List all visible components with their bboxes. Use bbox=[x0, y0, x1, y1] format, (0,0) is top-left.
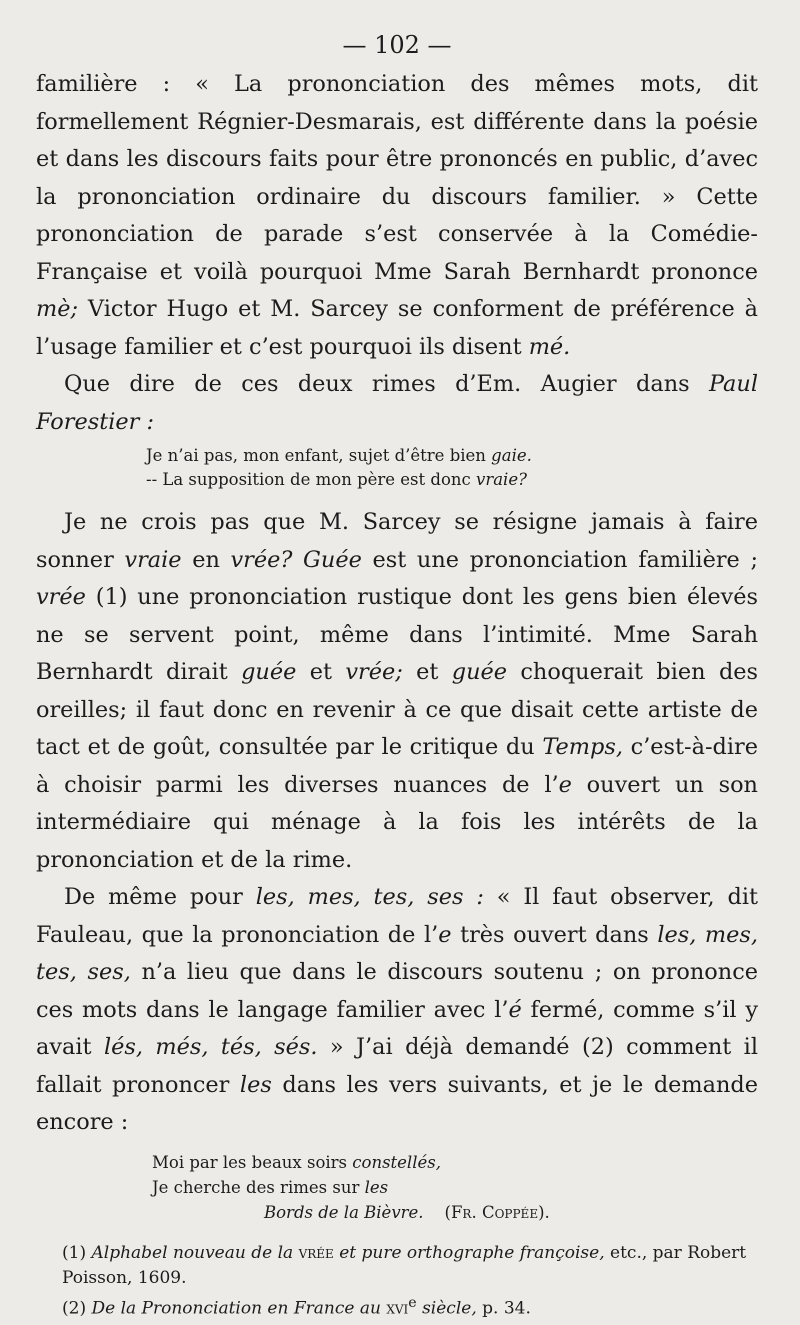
page-number: — 102 — bbox=[342, 31, 452, 59]
italic-run: guée bbox=[451, 659, 508, 685]
text-run: Moi par les beaux soirs bbox=[152, 1152, 353, 1172]
italic-run: e bbox=[438, 921, 452, 948]
italic-run: guée bbox=[241, 659, 297, 685]
italic-run: De la Prononciation en France au bbox=[91, 1298, 387, 1319]
text-run: « Il faut observer, dit Fauleau, que la prononciation de l’ bbox=[36, 884, 758, 948]
italic-run: Temps, bbox=[542, 734, 623, 760]
footnote-2 bbox=[36, 1291, 758, 1322]
verse-line bbox=[152, 1200, 758, 1225]
text-run: familière : « La prononciation des mêmes mots, dit formellement Régnier-Desmarais, est différente dans la poésie et dans les discours faits pour être prononcés en public, d’avec la prononciation ordinaire du discours familier. » Cette prononciation de parade s’est conservée à la Comédie-Française et voilà pourquoi Mme Sarah Bernhardt prononce bbox=[36, 71, 758, 285]
italic-run: mè; bbox=[36, 296, 79, 322]
italic-run: les bbox=[364, 1177, 389, 1197]
small-caps-run: vrée bbox=[298, 1242, 334, 1263]
text-run: Victor Hugo et M. Sarcey se conforment de préférence à l’usage familier et c’est pourquoi ils disent bbox=[36, 296, 758, 360]
paragraph-4 bbox=[36, 879, 758, 1142]
text-run: fermé, comme s’il y avait bbox=[36, 996, 758, 1060]
text-run: et bbox=[296, 659, 346, 685]
verse-quote-augier bbox=[146, 444, 758, 492]
text-run: » J’ai déjà demandé (2) comment il fallait prononcer bbox=[36, 1034, 758, 1098]
text-run: Je ne crois pas que M. Sarcey se résigne jamais à faire sonner bbox=[36, 509, 758, 573]
italic-run: vrée; bbox=[345, 659, 403, 685]
small-caps-run: xvi bbox=[386, 1298, 409, 1319]
verse-line bbox=[146, 468, 758, 492]
italic-run: vrée bbox=[36, 584, 86, 610]
italic-run: vrée? Guée bbox=[230, 546, 362, 573]
text-run: n’a lieu que dans le discours soutenu ; on prononce ces mots dans le langage familier avec l’ bbox=[36, 959, 758, 1023]
italic-run: gaie. bbox=[491, 446, 532, 465]
italic-run: Bords de la Bièvre. bbox=[264, 1202, 424, 1222]
text-run: très ouvert dans bbox=[451, 921, 658, 948]
paragraph-3 bbox=[36, 504, 758, 879]
footnote-number: (1) bbox=[62, 1242, 92, 1263]
italic-run: Alphabel nouveau de la bbox=[91, 1242, 299, 1263]
text-run: c’est-à-dire à choisir parmi les diverses nuances de l’ bbox=[36, 734, 758, 798]
italic-run: vraie bbox=[124, 546, 182, 573]
verse-line bbox=[152, 1150, 758, 1175]
italic-run: mé. bbox=[528, 333, 571, 360]
text-run: p. 34. bbox=[476, 1298, 531, 1319]
italic-run: siècle, bbox=[416, 1298, 477, 1319]
italic-run: lés, més, tés, sés. bbox=[103, 1034, 318, 1060]
text-run: etc., par Robert Poisson, 1609. bbox=[62, 1242, 747, 1288]
attribution: ). bbox=[538, 1202, 550, 1222]
italic-run: les, mes, tes, ses : bbox=[255, 884, 484, 910]
text-run: De même pour bbox=[64, 884, 256, 910]
attribution-author: Fr. Coppée bbox=[450, 1202, 539, 1222]
italic-run: les bbox=[239, 1071, 272, 1098]
footnotes bbox=[36, 1241, 758, 1322]
text-run: Je cherche des rimes sur bbox=[152, 1177, 365, 1197]
italic-run: constellés, bbox=[352, 1152, 441, 1172]
footnote-1 bbox=[36, 1241, 758, 1291]
text-run: ouvert un son intermédiaire qui ménage à la fois les intérêts de la prononciation et de la rime. bbox=[36, 771, 758, 873]
text-run: en bbox=[181, 546, 231, 573]
text-run: Que dire de ces deux rimes d’Em. Augier dans bbox=[64, 371, 709, 397]
italic-run: e bbox=[558, 771, 572, 798]
attribution: ( bbox=[444, 1202, 451, 1222]
text-run: et bbox=[402, 659, 452, 685]
text-run: est une prononciation familière ; bbox=[361, 546, 758, 573]
italic-run: Paul Forestier : bbox=[36, 371, 758, 435]
italic-run: vraie? bbox=[476, 470, 527, 489]
text-run: (1) une prononciation rustique dont les gens bien élevés ne se servent point, même dans l’intimité. Mme Sarah Bernhardt dirait bbox=[36, 584, 758, 685]
italic-run: les, mes, tes, ses, bbox=[36, 921, 759, 985]
footnote-number: (2) bbox=[62, 1298, 92, 1319]
verse-line bbox=[146, 444, 758, 468]
verse-quote-coppee bbox=[152, 1150, 758, 1225]
verse-line bbox=[152, 1175, 758, 1200]
text-run: dans les vers suivants, et je le demande encore : bbox=[36, 1071, 758, 1135]
superscript: e bbox=[408, 1294, 417, 1311]
italic-run: é bbox=[508, 996, 522, 1023]
paragraph-2 bbox=[36, 366, 758, 441]
text-run: -- La supposition de mon père est donc bbox=[146, 470, 477, 489]
text-run: Je n’ai pas, mon enfant, sujet d’être bien bbox=[146, 446, 492, 465]
text-run: choquerait bien des oreilles; il faut donc en revenir à ce que disait cette artiste de tact et de goût, consultée par le critique du bbox=[36, 659, 759, 760]
paragraph-1 bbox=[36, 66, 758, 366]
italic-run: et pure orthographe françoise, bbox=[333, 1242, 605, 1263]
